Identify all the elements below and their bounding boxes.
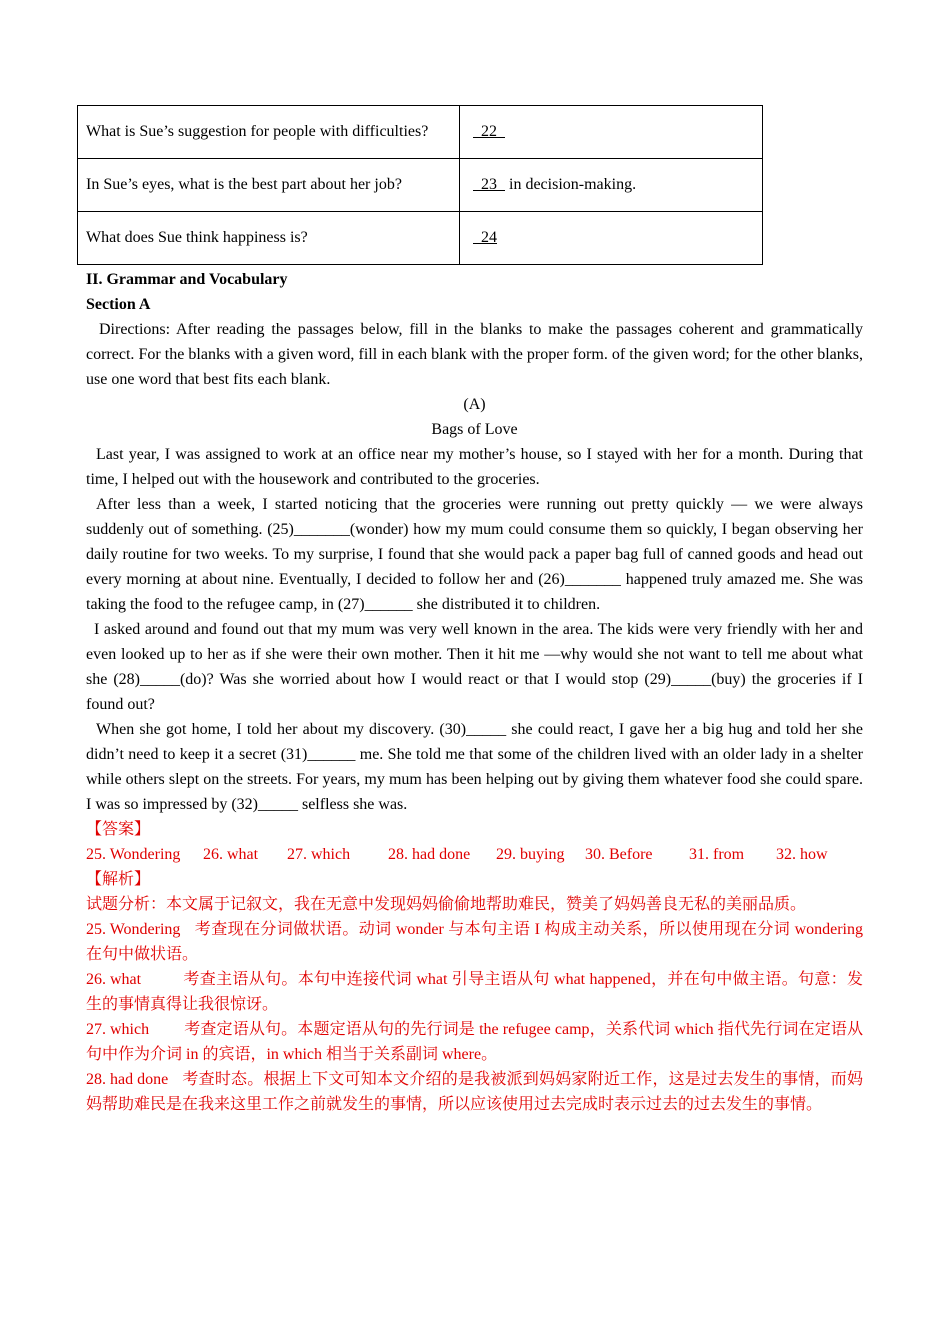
table-row [78, 212, 763, 265]
section-title: Section A [86, 296, 151, 313]
table-answer-cell [460, 159, 763, 212]
analysis-item-tag: 28. had done [86, 1071, 169, 1088]
table-row [78, 159, 763, 212]
analysis-item-text: 考查主语从句。本句中连接代词 what 引导主语从句 what happened，并在句中做主语。句意：发生的事情真得让我很惊讶。 [86, 971, 863, 1013]
analysis-header: 【解析】 [86, 871, 151, 888]
answer-item: 27. which [287, 846, 351, 863]
answer-item: 26. what [203, 846, 259, 863]
answer-item: 32. how [776, 846, 828, 863]
table-row [78, 106, 763, 159]
answer-blank-23: 23 [473, 176, 505, 193]
answer-item: 30. Before [585, 846, 653, 863]
main-content [86, 267, 863, 1117]
analysis-item [86, 1017, 863, 1067]
analysis-summary: 试题分析：本文属于记叙文，我在无意中发现妈妈偷偷地帮助难民，赞美了妈妈善良无私的美丽品质。 [86, 896, 807, 913]
answer-blank-24: 24 [473, 229, 497, 246]
analysis-item-text: 考查时态。根据上下文可知本文介绍的是我被派到妈妈家附近工作，这是过去发生的事情，而妈妈帮助难民是在我来这里工作之前就发生的事情，所以应该使用过去完成时表示过去的过去发生的事情。 [86, 1071, 863, 1113]
answer-blank-22: 22 [473, 123, 505, 140]
passage-paragraph: After less than a week, I started noticing that the groceries were running out pretty quickly — we were always suddenly out of something. (25)_______(wonder) how my mum could consume them so quickly, I began observing her daily routine for two weeks. To my surprise, I found that she would pack a paper bag full of canned goods and head out every morning at about nine. Eventually, I decided to follow her and (26)_______ happened truly amazed me. She was taking the food to the refugee camp, in (27)______ she distributed it to children. [86, 496, 863, 613]
part-title: II. Grammar and Vocabulary [86, 271, 288, 288]
question-answer-table [77, 105, 763, 265]
analysis-item [86, 1067, 863, 1117]
answer-suffix: in decision-making. [505, 176, 637, 193]
analysis-item-tag: 27. which [86, 1021, 150, 1038]
table-question-cell: What is Sue’s suggestion for people with difficulties? [78, 106, 460, 159]
passage-label: (A) [463, 396, 486, 413]
directions-text: Directions: After reading the passages below, fill in the blanks to make the passages coherent and grammatically correct. For the blanks with a given word, fill in each blank with the proper form. of the given word; for the other blanks, use one word that best fits each blank. [86, 321, 863, 388]
analysis-item-text: 考查定语从句。本题定语从句的先行词是 the refugee camp，关系代词 which 指代先行词在定语从句中作为介词 in 的宾语，in which 相当于关系副词 where。 [86, 1021, 863, 1063]
table-question-cell: In Sue’s eyes, what is the best part about her job? [78, 159, 460, 212]
passage-paragraph: Last year, I was assigned to work at an office near my mother’s house, so I stayed with her for a month. During that time, I helped out with the housework and contributed to the groceries. [86, 446, 863, 488]
answer-item: 31. from [689, 846, 745, 863]
table-answer-cell [460, 212, 763, 265]
passage-paragraph: When she got home, I told her about my discovery. (30)_____ she could react, I gave her a big hug and told her she didn’t need to keep it a secret (31)______ me. She told me that some of the children lived with an older lady in a shelter while others slept on the streets. For years, my mum has been helping out by giving them whatever food she could spare. I was so impressed by (32)_____ selfless she was. [86, 721, 863, 813]
answer-item: 28. had done [388, 846, 471, 863]
table-answer-cell [460, 106, 763, 159]
passage-paragraph: I asked around and found out that my mum was very well known in the area. The kids were very friendly with her and even looked up to her as if she were their own mother. Then it hit me —why would she not want to tell me about what she (28)_____(do)? Was she worried about how I would react or that I would stop (29)_____(buy) the groceries if I found out? [86, 621, 863, 713]
analysis-item [86, 967, 863, 1017]
analysis-item-tag: 25. Wondering [86, 921, 181, 938]
answer-item: 25. Wondering [86, 846, 181, 863]
analysis-item [86, 917, 863, 967]
answer-item: 29. buying [496, 846, 565, 863]
passage-title: Bags of Love [431, 421, 518, 438]
table-question-cell: What does Sue think happiness is? [78, 212, 460, 265]
analysis-item-text: 考查现在分词做状语。动词 wonder 与本句主语 I 构成主动关系，所以使用现在分词 wondering 在句中做状语。 [86, 921, 863, 963]
analysis-item-tag: 26. what [86, 971, 142, 988]
answer-header: 【答案】 [86, 821, 151, 838]
answer-key-row [86, 842, 863, 867]
